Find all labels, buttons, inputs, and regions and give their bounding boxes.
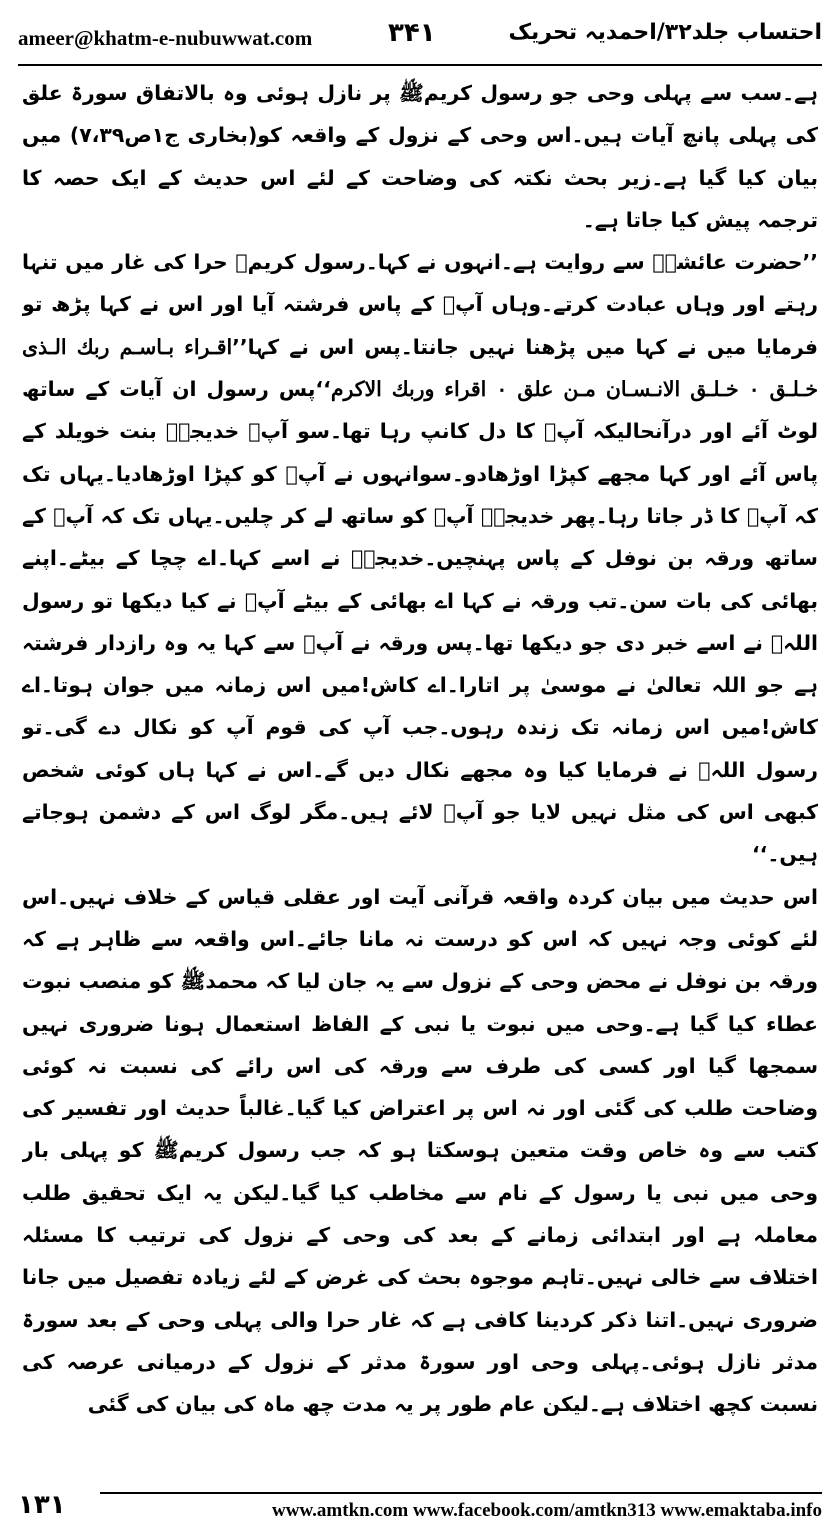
quranic-verse: اقـراء بـاسـم ربك الـذى خـلـق ۰ خـلـق الانـسـان مـن علق ۰ اقراء وربك الاكرم (22, 334, 818, 402)
running-title: احتساب جلد۳۲/احمدیہ تحریک (508, 20, 822, 45)
page-header (18, 18, 822, 58)
header-page-number: ۳۴۱ (388, 18, 436, 48)
hadith-quote-start: ’’حضرت عائشہؓ سے روایت ہے۔انہوں نے کہا۔رسول کریمﷺ حرا کی غار میں تنہا رہتے اور وہاں عبادت کرتے۔وہاں آپؐ کے پاس فرشتہ آیا اور اس نے کہا پڑھ تو فرمایا میں نے کہا میں پڑھنا نہیں جانتا۔پس اس نے کہا’’ (22, 250, 818, 359)
body-text (22, 72, 818, 1477)
footer-websites: www.amtkn.com www.facebook.com/amtkn313 www.emaktaba.info (272, 1500, 822, 1521)
paragraph-3: اس حدیث میں بیان کردہ واقعہ قرآنی آیت اور عقلی قیاس کے خلاف نہیں۔اس لئے کوئی وجہ نہیں کہ اس کو درست نہ مانا جائے۔اس واقعہ سے ظاہر ہے کہ ورقہ بن نوفل نے محض وحی کے نزول سے یہ جان لیا کہ محمدﷺ کو منصب نبوت عطاء کیا گیا ہے۔وحی میں نبوت یا نبی کے الفاظ استعمال ہونا ضروری نہیں سمجھا گیا اور کسی کی طرف سے ورقہ کی اس رائے کی نسبت نہ کوئی وضاحت طلب کی گئی اور نہ اس پر اعتراض کیا گیا۔غالباً حدیث اور تفسیر کی کتب سے وہ خاص وقت متعین ہوسکتا ہو کہ جب رسول کریمﷺ کو پہلی بار وحی میں نبی یا رسول کے نام سے مخاطب کیا گیا۔لیکن یہ ایک تحقیق طلب معاملہ ہے اور ابتدائی زمانے کے بعد کی وحی کے نزول کی ترتیب کا مسئلہ اختلاف سے خالی نہیں۔تاہم موجوہ بحث کی غرض کے لئے زیادہ تفصیل میں جانا ضروری نہیں۔اتنا ذکر کردینا کافی ہے کہ غار حرا والی پہلی وحی کے بعد سورۃ مدثر نازل ہوئی۔پہلی وحی اور سورۃ مدثر کے نزول کے درمیانی عرصہ کی نسبت کچھ اختلاف ہے۔لیکن عام طور پر یہ مدت چھ ماہ کی بیان کی گئی (22, 884, 818, 1417)
footer-page-number: ۱۳۱ (18, 1490, 66, 1520)
header-rule (18, 64, 822, 66)
paragraph-2 (22, 241, 818, 875)
paragraph-1: ہے۔سب سے پہلی وحی جو رسول کریمﷺ پر نازل ہوئی وہ بالاتفاق سورۃ علق کی پہلی پانچ آیات ہیں۔اس وحی کے نزول کے واقعہ کو(بخاری ج۱ص۷،۳۹) میں بیان کیا گیا ہے۔زیر بحث نکتہ کی وضاحت کے لئے اس حدیث کے ایک حصہ کا ترجمہ پیش کیا جاتا ہے۔ (22, 81, 818, 232)
header-email: ameer@khatm-e-nubuwwat.com (18, 26, 313, 50)
hadith-quote-rest: ‘‘پس رسول ان آیات کے ساتھ لوٹ آئے اور درآنحالیکہ آپؐ کا دل کانپ رہا تھا۔سو آپؐ خدیجہؓ بنت خویلد کے پاس آئے اور کہا مجھے کپڑا اوڑھادو۔سوانہوں نے آپؐ کو کپڑا اوڑھادیا۔یہاں تک کہ آپؐ کا ڈر جاتا رہا۔پھر خدیجہؓ آپؐ کو ساتھ لے کر چلیں۔یہاں تک کہ آپؐ کے ساتھ ورقہ بن نوفل کے پاس پہنچیں۔خدیجہؓ نے اسے کہا۔اے چچا کے بیٹے۔اپنے بھائی کی بات سن۔تب ورقہ نے کہا اے بھائی کے بیٹے آپؐ نے کیا دیکھا تو رسول اللہﷺ نے اسے خبر دی جو دیکھا تھا۔پس ورقہ نے آپؐ سے کہا یہ وہ رازدار فرشتہ ہے جو اللہ تعالیٰ نے موسیٰ پر اتارا۔اے کاش!میں اس زمانہ میں جوان ہوتا۔اے کاش!میں اس زمانہ تک زندہ رہوں۔جب آپ کی قوم آپ کو نکال دے گی۔تو رسول اللہﷺ نے فرمایا کیا وہ مجھے نکال دیں گے۔اس نے کہا ہاں کوئی شخص کبھی اس کی مثل نہیں لایا جو آپؐ لائے ہیں۔مگر لوگ اس کے دشمن ہوجاتے ہیں۔‘‘ (22, 377, 818, 867)
page-footer (18, 1490, 822, 1532)
footer-rule (100, 1492, 822, 1494)
